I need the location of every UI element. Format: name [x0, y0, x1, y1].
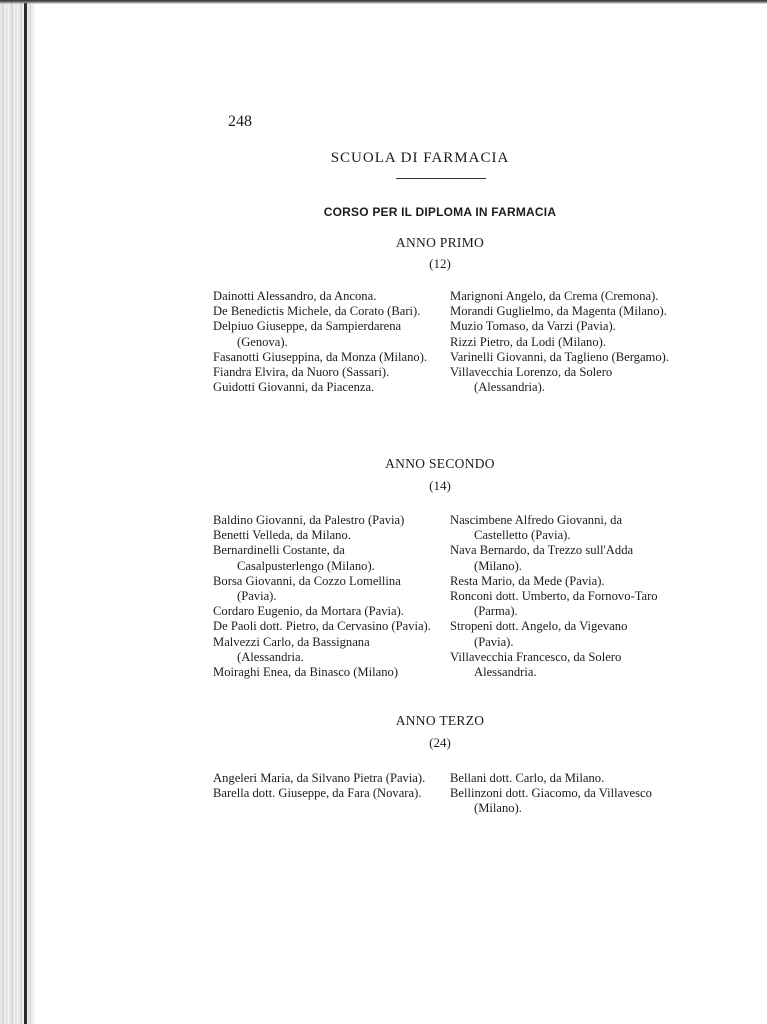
student-list-secondo-left [213, 513, 433, 680]
student-entry: Varinelli Giovanni, da Taglieno (Bergamo). [450, 349, 669, 364]
year-title-secondo: ANNO SECONDO [385, 456, 495, 471]
student-entry: Delpiuo Giuseppe, da Sampierdarena (Genova). [213, 319, 402, 349]
student-entry: Angeleri Maria, da Silvano Pietra (Pavia). [213, 771, 426, 785]
student-entry: De Benedictis Michele, da Corato (Bari). [213, 304, 421, 319]
student-entry: Marignoni Angelo, da Crema (Cremona). [450, 289, 659, 303]
student-entry: Borsa Giovanni, da Cozzo Lomellina (Pavia). [213, 573, 401, 604]
student-list-primo-right [450, 289, 670, 395]
student-entry: Bellinzoni dott. Giacomo, da Villavesco (Milano). [450, 786, 652, 816]
page-top-edge [0, 0, 767, 4]
student-entry: Dainotti Alessandro, da Ancona. [213, 289, 377, 303]
student-entry: Malvezzi Carlo, da Bassignana (Alessandria. [213, 634, 370, 664]
student-entry: Nascimbene Alfredo Giovanni, da Castelletto (Pavia). [450, 513, 623, 543]
student-list-terzo-right [450, 771, 670, 817]
title-rule [396, 178, 486, 179]
student-entry: Villavecchia Francesco, da Solero Alessandria. [450, 649, 622, 680]
student-entry: Fiandra Elvira, da Nuoro (Sassari). [213, 365, 390, 380]
student-entry: Fasanotti Giuseppina, da Monza (Milano). [213, 349, 428, 364]
year-count-secondo: (14) [429, 478, 451, 493]
student-entry: Baldino Giovanni, da Palestro (Pavia) [213, 513, 405, 527]
student-list-terzo-left [213, 771, 433, 801]
student-entry: Villavecchia Lorenzo, da Solero (Alessandria). [450, 365, 613, 395]
running-head: SCUOLA DI FARMACIA [330, 150, 510, 166]
student-entry: Ronconi dott. Umberto, da Fornovo-Taro (Parma). [450, 589, 658, 619]
student-entry: Stropeni dott. Angelo, da Vigevano (Pavia). [450, 619, 628, 649]
student-list-secondo-right [450, 513, 670, 680]
student-entry: Rizzi Pietro, da Lodi (Milano). [450, 334, 606, 349]
student-entry: Morandi Guglielmo, da Magenta (Milano). [450, 304, 667, 319]
student-entry: Bellani dott. Carlo, da Milano. [450, 771, 605, 785]
page-number: 248 [228, 113, 252, 130]
student-entry: Resta Mario, da Mede (Pavia). [450, 573, 605, 588]
course-title: CORSO PER IL DIPLOMA IN FARMACIA [323, 205, 557, 219]
student-entry: Nava Bernardo, da Trezzo sull'Adda (Milano). [450, 543, 634, 573]
year-title-terzo: ANNO TERZO [395, 713, 485, 728]
year-count-primo: (12) [429, 256, 451, 271]
student-entry: Guidotti Giovanni, da Piacenza. [213, 380, 375, 395]
student-entry: De Paoli dott. Pietro, da Cervasino (Pavia). [213, 619, 431, 634]
student-entry: Barella dott. Giuseppe, da Fara (Novara). [213, 786, 422, 801]
student-entry: Cordaro Eugenio, da Mortara (Pavia). [213, 604, 404, 619]
year-count-terzo: (24) [429, 735, 451, 750]
student-entry: Benetti Velleda, da Milano. [213, 528, 351, 543]
student-entry: Bernardinelli Costante, da Casalpusterlengo (Milano). [213, 543, 375, 573]
year-title-primo: ANNO PRIMO [395, 235, 485, 250]
student-entry: Muzio Tomaso, da Varzi (Pavia). [450, 319, 616, 334]
student-list-primo-left [213, 289, 433, 395]
book-binding [0, 0, 34, 1024]
student-entry: Moiraghi Enea, da Binasco (Milano) [213, 665, 399, 680]
